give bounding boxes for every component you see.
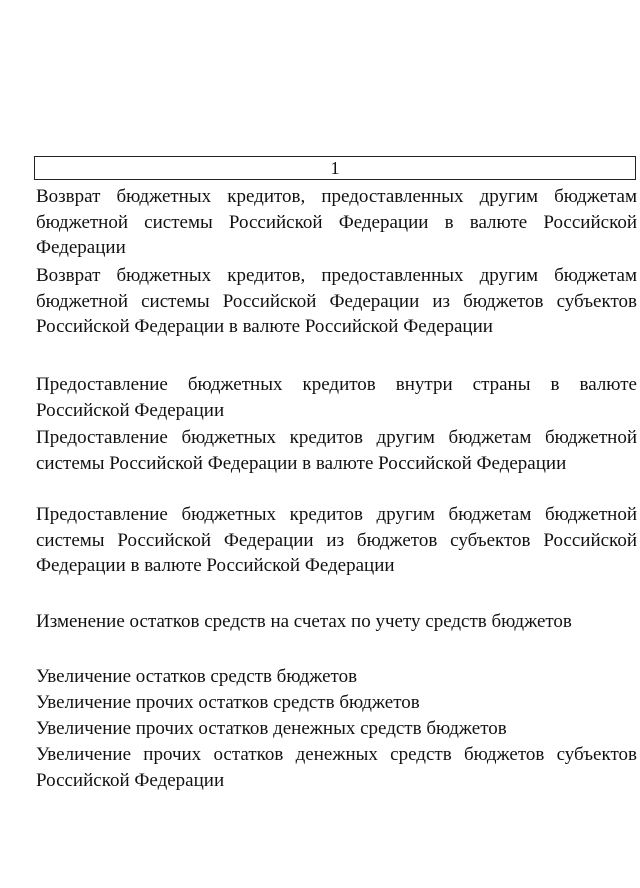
row-increase-other-cash-balances-subjects: Увеличение прочих остатков денежных средств бюджетов субъектов Российской Федерации [36, 744, 637, 791]
table-column-header: 1 [34, 156, 636, 180]
row-change-balances: Изменение остатков средств на счетах по учету средств бюджетов [36, 611, 572, 632]
row-increase-other-cash-balances: Увеличение прочих остатков денежных средств бюджетов [36, 718, 507, 739]
row-provision-credits-other-budgets: Предоставление бюджетных кредитов другим бюджетам бюджетной системы Российской Федерации в валюте Российской Федерации [36, 427, 637, 474]
row-increase-other-balances: Увеличение прочих остатков средств бюджетов [36, 692, 420, 713]
row-return-credits-rf-currency: Возврат бюджетных кредитов, предоставленных другим бюджетам бюджетной системы Российской Федерации в валюте Российской Федерации [36, 186, 637, 258]
row-increase-balances: Увеличение остатков средств бюджетов [36, 666, 358, 687]
row-provision-credits-domestic: Предоставление бюджетных кредитов внутри страны в валюте Российской Федерации [36, 374, 637, 421]
row-provision-credits-from-subjects: Предоставление бюджетных кредитов другим бюджетам бюджетной системы Российской Федерации из бюджетов субъектов Российской Федерации в валюте Российской Федерации [36, 504, 637, 576]
row-return-credits-from-subjects: Возврат бюджетных кредитов, предоставленных другим бюджетам бюджетной системы Российской Федерации из бюджетов субъектов Российской Федерации в валюте Российской Федерации [36, 265, 637, 337]
